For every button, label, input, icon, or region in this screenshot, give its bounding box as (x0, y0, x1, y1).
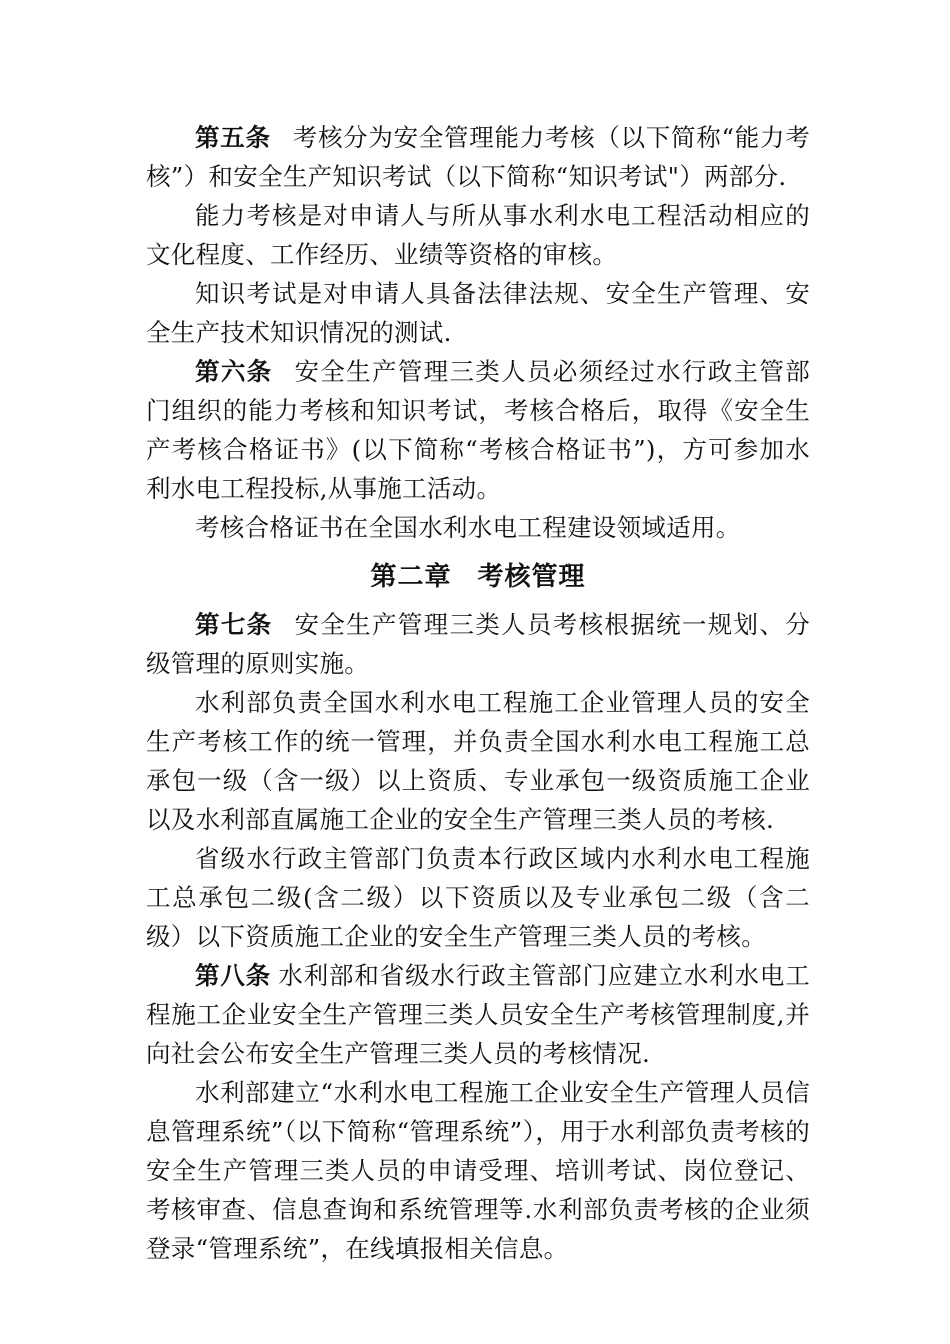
paragraph-text: 知识考试是对申请人具备法律法规、安全生产管理、安全生产技术知识情况的测试. (146, 279, 810, 347)
chapter-heading (146, 553, 810, 601)
article-label: 第八条 (195, 961, 272, 990)
article-label: 第六条 (195, 357, 273, 386)
article-label: 第五条 (195, 123, 271, 152)
paragraph-text: 能力考核是对申请人与所从事水利水电工程活动相应的文化程度、工作经历、业绩等资格的审核。 (146, 201, 810, 269)
paragraph-text: 水利部和省级水行政主管部门应建立水利水电工程施工企业安全生产管理三类人员安全生产考核管理制度,并向社会公布安全生产管理三类人员的考核情况. (146, 961, 810, 1068)
paragraph-text: 考核分为安全管理能力考核（以下简称“能力考核”）和安全生产知识考试（以下简称“知识考试"）两部分. (146, 123, 810, 191)
paragraph-text: 安全生产管理三类人员必须经过水行政主管部门组织的能力考核和知识考试，考核合格后，取得《安全生产考核合格证书》(以下简称“考核合格证书”)，方可参加水利水电工程投标,从事施工活动。 (146, 357, 811, 503)
paragraph-text: 水利部建立“水利水电工程施工企业安全生产管理人员信息管理系统”（以下简称“管理系统”），用于水利部负责考核的安全生产管理三类人员的申请受理、培训考试、岗位登记、考核审查、信息查询和系统管理等.水利部负责考核的企业须登录“管理系统”，在线填报相关信息。 (146, 1078, 810, 1263)
ability-assessment-paragraph (146, 196, 810, 274)
certificate-scope-paragraph (146, 508, 810, 547)
ministry-responsibility-paragraph (146, 683, 810, 839)
paragraph-text: 考核合格证书在全国水利水电工程建设领域适用。 (195, 513, 741, 542)
article-6-paragraph (146, 352, 810, 508)
management-system-paragraph (146, 1073, 810, 1268)
article-5-paragraph (146, 118, 810, 196)
article-label: 第七条 (195, 610, 273, 639)
chapter-number: 第二章 (370, 562, 452, 592)
document-page (146, 118, 810, 1268)
knowledge-exam-paragraph (146, 274, 810, 352)
article-8-paragraph (146, 956, 810, 1073)
provincial-responsibility-paragraph (146, 839, 810, 956)
paragraph-text: 水利部负责全国水利水电工程施工企业管理人员的安全生产考核工作的统一管理，并负责全国水利水电工程施工总承包一级（含一级）以上资质、专业承包一级资质施工企业以及水利部直属施工企业的安全生产管理三类人员的考核. (146, 688, 810, 834)
paragraph-text: 省级水行政主管部门负责本行政区域内水利水电工程施工总承包二级(含二级）以下资质以及专业承包二级（含二级）以下资质施工企业的安全生产管理三类人员的考核。 (146, 844, 810, 951)
article-7-paragraph (146, 605, 810, 683)
chapter-title: 考核管理 (477, 562, 586, 592)
paragraph-text: 安全生产管理三类人员考核根据统一规划、分级管理的原则实施。 (146, 610, 811, 678)
